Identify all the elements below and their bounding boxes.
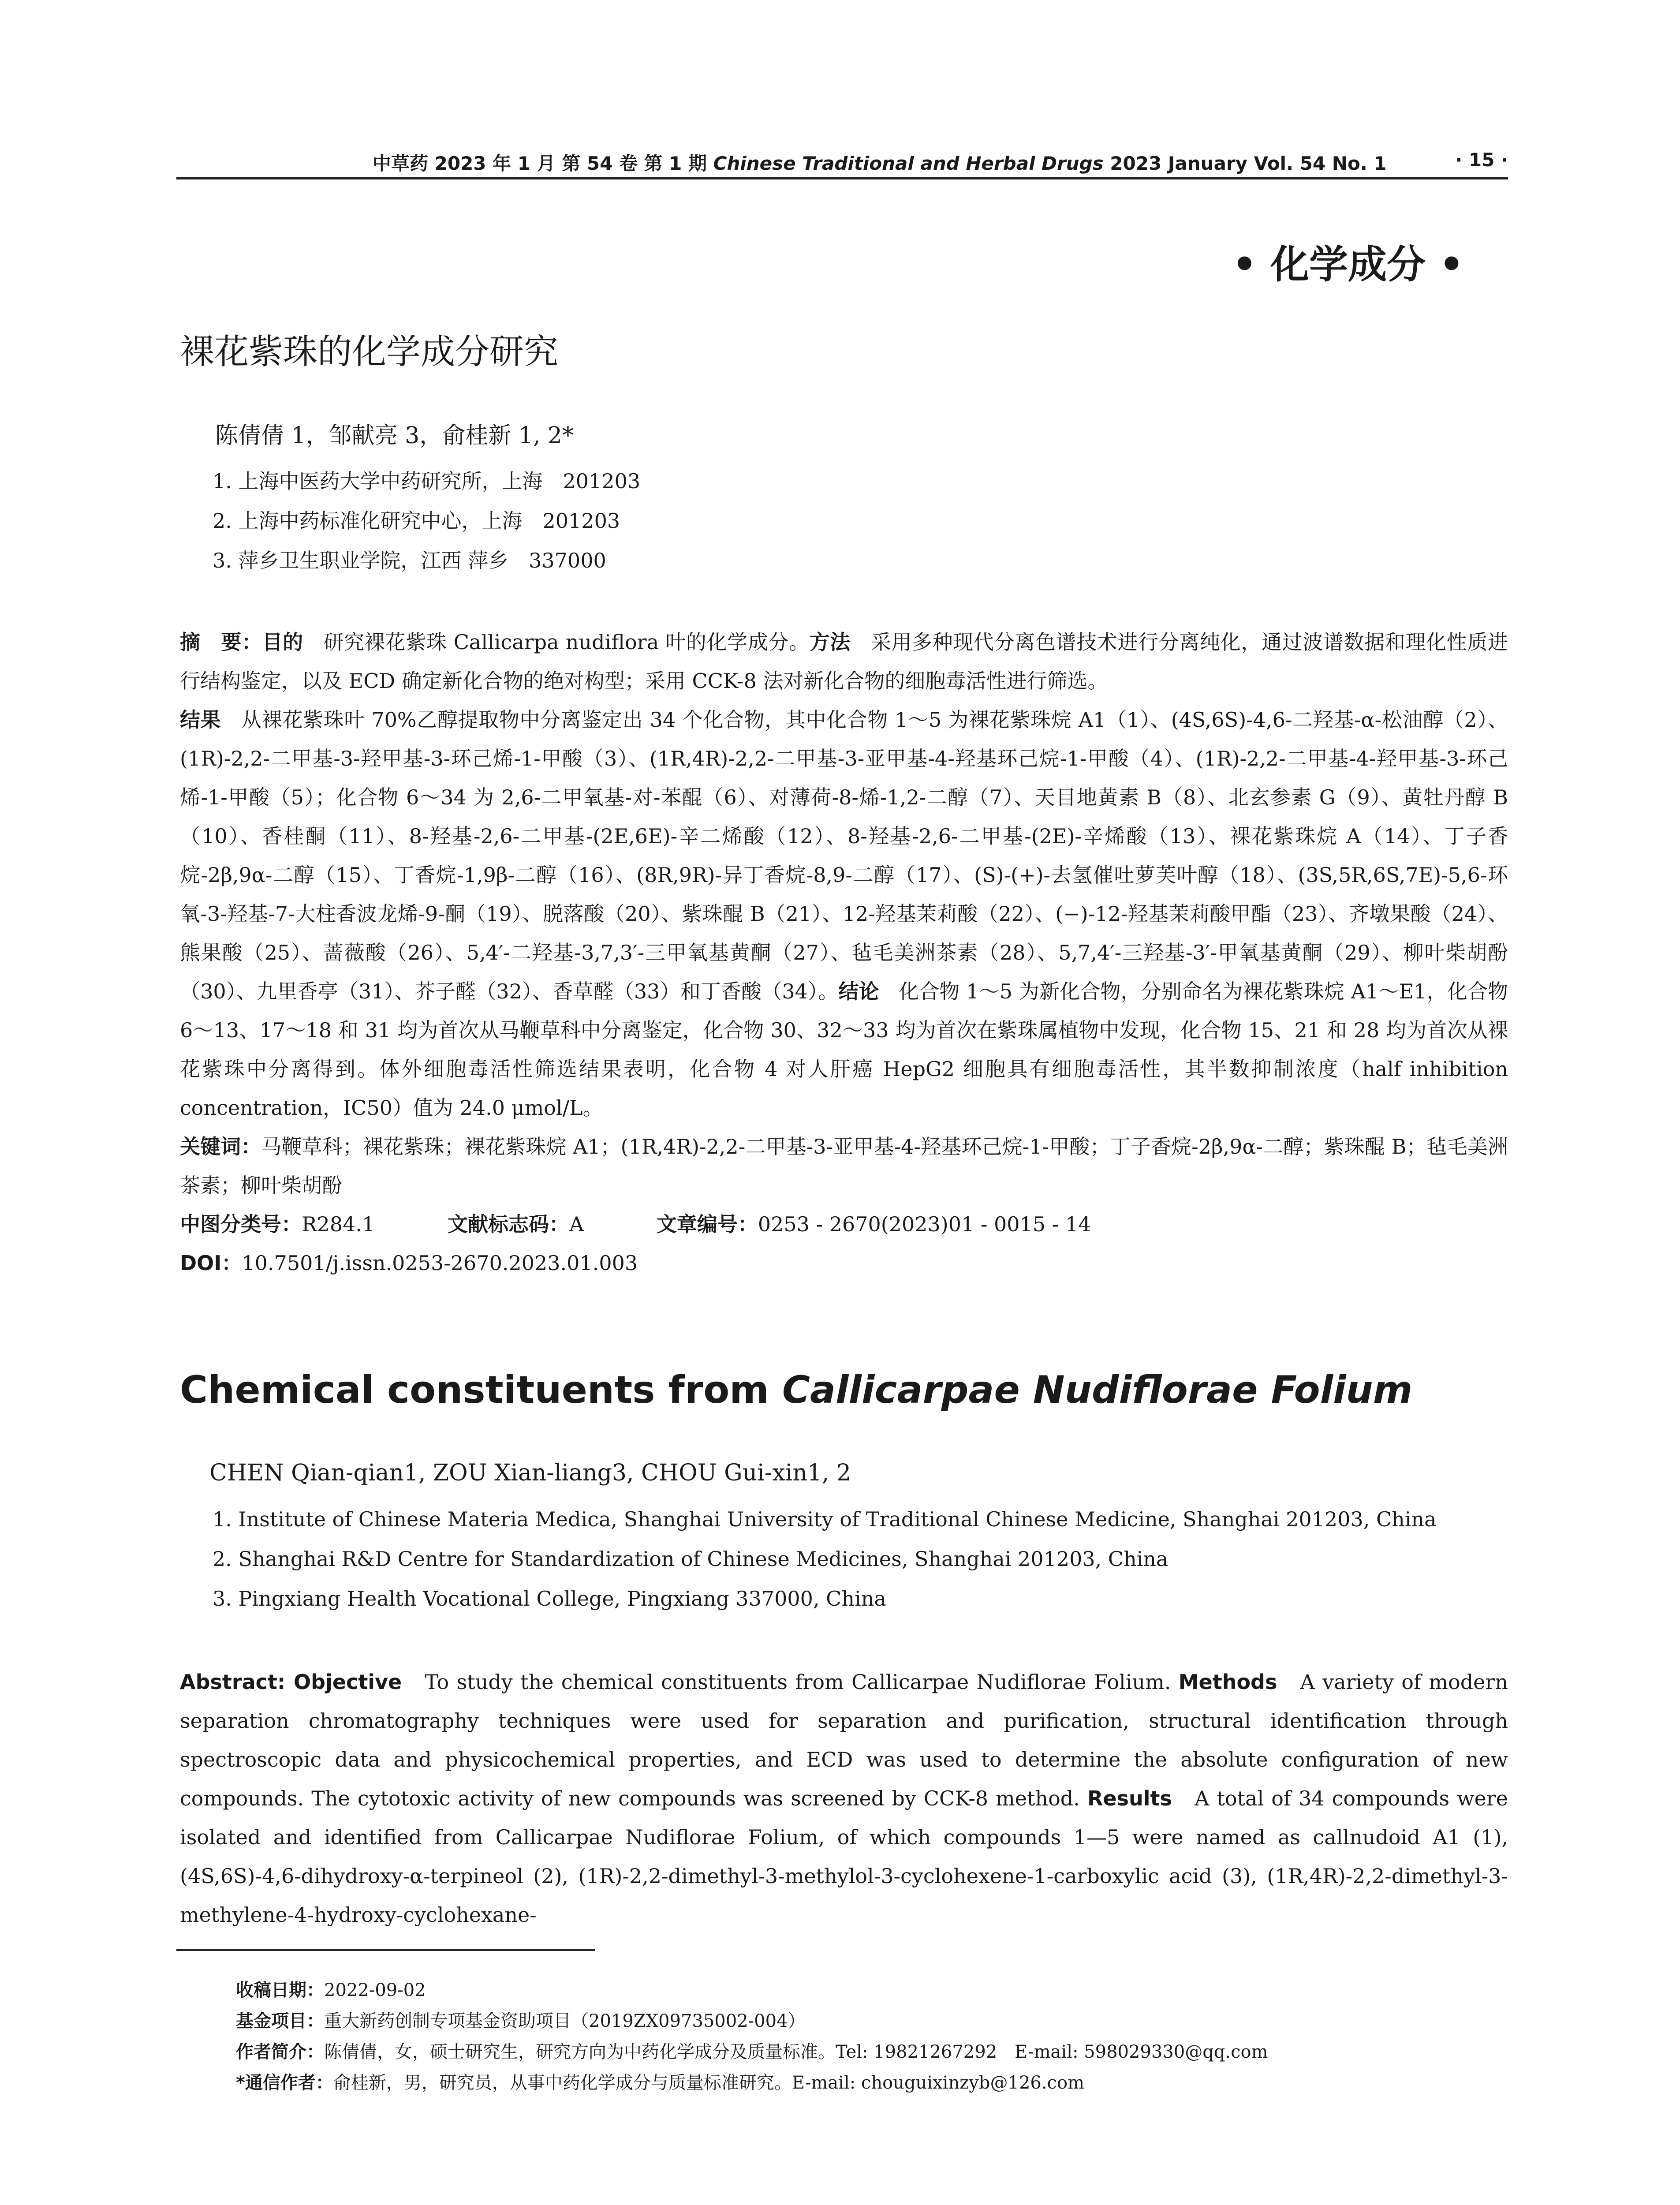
abstract-cn-label: 摘 要： (180, 630, 262, 654)
authors-cn: 陈倩倩 1，邹献亮 3，俞桂新 1, 2* (215, 422, 574, 449)
footnote-rule (176, 1949, 595, 1951)
fund-label: 基金项目： (236, 2011, 324, 2031)
footnote-received (236, 1975, 1268, 2006)
bio-text: 陈倩倩，女，硕士研究生，研究方向为中药化学成分及质量标准。Tel: 19821267292 E-mail: 598029330@qq.com (324, 2042, 1268, 2062)
doc-code-label: 文献标志码： (447, 1212, 569, 1236)
abstract-en (180, 1663, 1508, 1934)
clc-label: 中图分类号： (180, 1212, 302, 1236)
header-journal-info (373, 149, 1387, 176)
classification-line (180, 1205, 1508, 1244)
abstract-cn-body (180, 623, 1508, 1127)
methods-cn: 采用多种现代分离色谱技术进行分离纯化，通过波谱数据和理化性质进行结构鉴定，以及 ECD 确定新化合物的绝对构型；采用 CCK-8 法对新化合物的细胞毒活性进行筛选。 (180, 630, 1508, 693)
page-number: · 15 · (1455, 149, 1508, 171)
header-issue-en: 2023 January Vol. 54 No. 1 (1110, 153, 1387, 174)
results-label-en: Results (1087, 1786, 1172, 1810)
corresponding-label: *通信作者： (236, 2073, 333, 2093)
doi-value: 10.7501/j.issn.0253-2670.2023.01.003 (242, 1251, 638, 1275)
keywords-label-cn: 关键词： (180, 1135, 261, 1159)
clc-value: R284.1 (302, 1212, 375, 1236)
article-number-label: 文章编号： (656, 1212, 758, 1236)
keywords-cn (180, 1127, 1508, 1205)
received-label: 收稿日期： (236, 1980, 324, 2000)
abstract-en-body (180, 1663, 1508, 1934)
results-label-cn: 结果 (180, 708, 221, 732)
authors-en: CHEN Qian-qian1, ZOU Xian-liang3, CHOU Gui-xin1, 2 (209, 1460, 851, 1486)
footnote-fund (236, 2006, 1268, 2037)
conclusion-label-cn: 结论 (838, 979, 879, 1003)
footnote-corresponding (236, 2067, 1268, 2098)
article-title-en-prefix: Chemical constituents from (180, 1368, 782, 1412)
abstract-cn (180, 623, 1508, 1282)
affiliation-cn-2: 2. 上海中药标准化研究中心，上海 201203 (213, 509, 620, 533)
objective-label-cn: 目的 (262, 630, 303, 654)
received-date: 2022-09-02 (324, 1980, 426, 2000)
results-cn: 从裸花紫珠叶 70%乙醇提取物中分离鉴定出 34 个化合物，其中化合物 1～5 为裸花紫珠烷 A1（1）、(4S,6S)-4,6-二羟基-α-松油醇（2）、(1R)-2,2-二甲基-3-羟甲基-3-环己烯-1-甲酸（3）、(1R,4R)-2,2-二甲基-3-亚甲基-4-羟基环己烷-1-甲酸（4）、(1R)-2,2-二甲基-4-羟甲基-3-环己烯-1-甲酸（5）；化合物 6～34 为 2,6-二甲氧基-对-苯醌（6）、对薄荷-8-烯-1,2-二醇（7）、天目地黄素 B（8）、北玄参素 G（9）、黄牡丹醇 B（10）、香桂酮（11）、8-羟基-2,6-二甲基-(2E,6E)-辛二烯酸（12）、8-羟基-2,6-二甲基-(2E)-辛烯酸（13）、裸花紫珠烷 A（14）、丁子香烷-2β,9α-二醇（15）、丁香烷-1,9β-二醇（16）、(8R,9R)-异丁香烷-8,9-二醇（17）、(S)-(+)-去氢催吐萝芙叶醇（18）、(3S,5R,6S,7E)-5,6-环氧-3-羟基-7-大柱香波龙烯-9-酮（19）、脱落酸（20）、紫珠醌 B（21）、12-羟基茉莉酸（22）、(−)-12-羟基茉莉酸甲酯（23）、齐墩果酸（24）、熊果酸（25）、蔷薇酸（26）、5,4′-二羟基-3,7,3′-三甲氧基黄酮（27）、毡毛美洲茶素（28）、5,7,4′-三羟基-3′-甲氧基黄酮（29）、柳叶柴胡酚（30）、九里香亭（31）、芥子醛（32）、香草醛（33）和丁香酸（34）。 (180, 708, 1508, 1003)
affiliation-en-1: 1. Institute of Chinese Materia Medica, Shanghai University of Traditional Chinese Medicine, Shanghai 201203, China (213, 1507, 1437, 1531)
corresponding-text: 俞桂新，男，研究员，从事中药化学成分与质量标准研究。E-mail: chouguixinzyb@126.com (333, 2073, 1084, 2093)
conclusion-cn: 化合物 1～5 为新化合物，分别命名为裸花紫珠烷 A1～E1，化合物 6～13、17～18 和 31 均为首次从马鞭草科中分离鉴定，化合物 30、32～33 均为首次在紫珠属植物中发现，化合物 15、21 和 28 均为首次从裸花紫珠中分离得到。体外细胞毒活性筛选结果表明，化合物 4 对人肝癌 HepG2 细胞具有细胞毒活性，其半数抑制浓度（half inhibition concentration，IC50）值为 24.0 μmol/L。 (180, 979, 1508, 1120)
abstract-en-label: Abstract: Objective (180, 1670, 402, 1694)
methods-label-en: Methods (1178, 1670, 1277, 1694)
results-en: A total of 34 compounds were isolated and identified from Callicarpae Nudiflorae Folium, of which compounds 1—5 were named as callnudoid A1 (1), (4S,6S)-4,6-dihydroxy-α-terpineol (2), (1R)-2,2-dimethyl-3-methylol-3-cyclohexene-1-carboxylic acid (3), (1R,4R)-2,2-dimethyl-3-methylene-4-hydroxy-cyclohexane- (180, 1786, 1508, 1927)
fund-text: 重大新药创制专项基金资助项目（2019ZX09735002-004） (324, 2011, 806, 2031)
article-title-cn: 裸花紫珠的化学成分研究 (180, 332, 559, 372)
affiliation-en-3: 3. Pingxiang Health Vocational College, Pingxiang 337000, China (213, 1587, 886, 1611)
affiliation-cn-1: 1. 上海中医药大学中药研究所，上海 201203 (213, 469, 641, 493)
header-journal-en: Chinese Traditional and Herbal Drugs (713, 153, 1104, 174)
article-number-value: 0253 - 2670(2023)01 - 0015 - 14 (758, 1212, 1091, 1236)
article-title-en (180, 1368, 1412, 1412)
methods-en: A variety of modern separation chromatography techniques were used for separation and purification, structural identification through spectroscopic data and physicochemical properties, and ECD was used to determine the absolute configuration of new compounds. The cytotoxic activity of new compounds was screened by CCK-8 method. (180, 1670, 1508, 1810)
footnotes (236, 1975, 1268, 2098)
header-issue-cn: 2023 年 1 月 第 54 卷 第 1 期 (434, 153, 707, 174)
affiliation-en-2: 2. Shanghai R&D Centre for Standardization of Chinese Medicines, Shanghai 201203, China (213, 1547, 1169, 1571)
bio-label: 作者简介： (236, 2042, 324, 2062)
header-journal-cn: 中草药 (373, 153, 429, 174)
objective-cn: 研究裸花紫珠 Callicarpa nudiflora 叶的化学成分。 (323, 630, 810, 654)
running-header (176, 145, 1508, 180)
affiliation-cn-3: 3. 萍乡卫生职业学院，江西 萍乡 337000 (213, 549, 606, 572)
doc-code-value: A (569, 1212, 584, 1236)
doi-label: DOI： (180, 1251, 242, 1275)
keywords-text-cn: 马鞭草科；裸花紫珠；裸花紫珠烷 A1；(1R,4R)-2,2-二甲基-3-亚甲基-4-羟基环己烷-1-甲酸；丁子香烷-2β,9α-二醇；紫珠醌 B；毡毛美洲茶素；柳叶柴胡酚 (180, 1135, 1508, 1197)
article-title-en-species: Callicarpae Nudiflorae Folium (782, 1368, 1413, 1412)
doi-line (180, 1244, 1508, 1282)
methods-label-cn: 方法 (809, 630, 851, 654)
footnote-author-bio (236, 2037, 1268, 2067)
objective-en: To study the chemical constituents from Callicarpae Nudiflorae Folium. (425, 1670, 1171, 1694)
section-heading: • 化学成分 • (1232, 242, 1464, 287)
header-rule (176, 177, 1508, 179)
